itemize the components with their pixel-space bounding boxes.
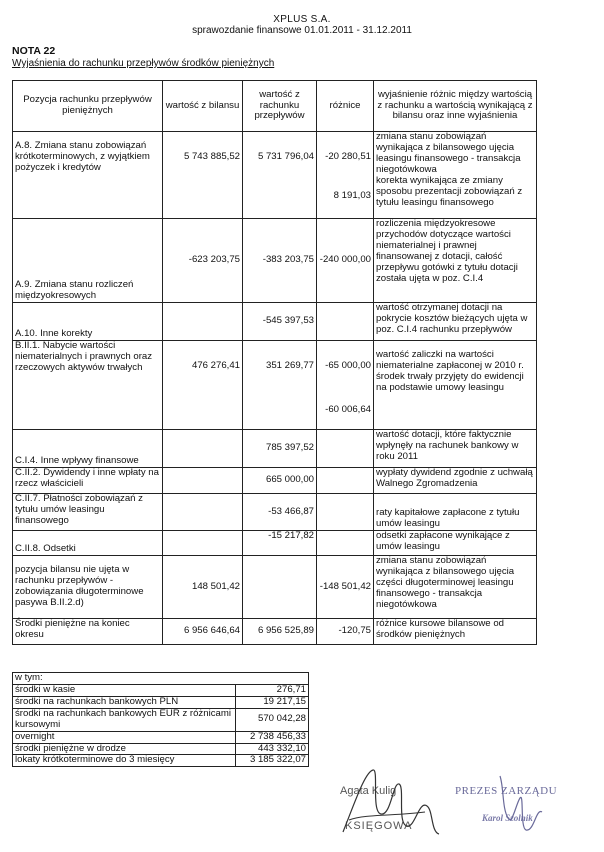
list-item (13, 755, 309, 767)
row-position: C.II.2. Dywidendy i inne wpłaty na rzecz właścicieli (13, 468, 163, 494)
table-row (13, 303, 537, 341)
table-row (13, 556, 537, 619)
row-explanation: wartość otrzymanej dotacji na pokrycie kosztów bieżących ujęta w poz. C.I.4 rachunku przepływów (374, 303, 537, 341)
row-difference: -240 000,00 (317, 219, 374, 303)
breakdown-value: 276,71 (236, 684, 309, 696)
breakdown-value: 570 042,28 (236, 708, 309, 731)
cash-flow-reconciliation-table (12, 80, 537, 645)
list-item (13, 731, 309, 743)
table-row (13, 341, 537, 430)
row-difference (317, 430, 374, 468)
header-differences: różnice (317, 81, 374, 132)
table-row (13, 468, 537, 494)
breakdown-name: lokaty krótkoterminowe do 3 miesięcy (13, 755, 236, 767)
row-cashflow-value: -15 217,82 (243, 531, 317, 556)
breakdown-value: 443 332,10 (236, 743, 309, 755)
breakdown-name: środki pieniężne w drodze (13, 743, 236, 755)
row-difference: -148 501,42 (317, 556, 374, 619)
row-cashflow-value: -53 466,87 (243, 494, 317, 531)
cash-breakdown-table (12, 672, 309, 767)
row-cashflow-value: 351 269,77 (243, 341, 317, 430)
row-cashflow-value: 6 956 525,89 (243, 619, 317, 645)
breakdown-label: w tym: (13, 673, 309, 685)
breakdown-value: 2 738 456,33 (236, 731, 309, 743)
nota-title: NOTA 22 (12, 45, 56, 57)
row-explanation: wartość dotacji, które faktycznie wpłynęły na rachunek bankowy w roku 2011 (374, 430, 537, 468)
row-explanation: odsetki zapłacone wynikające z umów leasingu (374, 531, 537, 556)
header-balance-value: wartość z bilansu (163, 81, 243, 132)
table-row (13, 219, 537, 303)
row-balance-value: 6 956 646,64 (163, 619, 243, 645)
row-cashflow-value (243, 556, 317, 619)
header-cashflow-value: wartość z rachunku przepływów (243, 81, 317, 132)
list-item (13, 708, 309, 731)
row-balance-value (163, 430, 243, 468)
row-cashflow-value: -545 397,53 (243, 303, 317, 341)
row-balance-value: -623 203,75 (163, 219, 243, 303)
row-explanation: wypłaty dywidend zgodnie z uchwałą Walnego Zgromadzenia (374, 468, 537, 494)
accountant-role: KSIĘGOWA (345, 820, 413, 832)
president-stamp-name: Karol Szolnik (482, 813, 533, 823)
company-name: XPLUS S.A. (273, 14, 331, 25)
breakdown-name: środki na rachunkach bankowych EUR z różnicami kursowymi (13, 708, 236, 731)
table-header-row (13, 81, 537, 132)
row-position: C.I.4. Inne wpływy finansowe (13, 430, 163, 468)
table-row (13, 494, 537, 531)
list-item (13, 743, 309, 755)
row-difference (317, 303, 374, 341)
row-difference: -65 000,00 -60 006,64 (317, 341, 374, 430)
row-explanation: wartość zaliczki na wartości niematerialne zapłaconej w 2010 r. środek trwały przyjęty do ewidencji na podstawie umowy leasingu (374, 341, 537, 430)
header-position: Pozycja rachunku przepływów pieniężnych (13, 81, 163, 132)
row-position: Środki pieniężne na koniec okresu (13, 619, 163, 645)
row-balance-value: 476 276,41 (163, 341, 243, 430)
row-balance-value: 148 501,42 (163, 556, 243, 619)
row-difference (317, 494, 374, 531)
row-balance-value: 5 743 885,52 (163, 132, 243, 219)
accountant-signature (335, 762, 445, 842)
breakdown-name: overnight (13, 731, 236, 743)
row-difference: -20 280,51 8 191,03 (317, 132, 374, 219)
row-explanation: zmiana stanu zobowiązań wynikająca z bilansowego ujęcia leasingu finansowego - transakcja niegotówkowa korekta wynikająca ze zmiany sposobu prezentacji zobowiązań z tytułu leasingu finansowego (374, 132, 537, 219)
row-position: A.9. Zmiana stanu rozliczeń międzyokresowych (13, 219, 163, 303)
row-explanation: różnice kursowe bilansowe od środków pieniężnych (374, 619, 537, 645)
row-difference (317, 468, 374, 494)
row-cashflow-value: 665 000,00 (243, 468, 317, 494)
table-row (13, 132, 537, 219)
president-stamp-title: PREZES ZARZĄDU (455, 785, 558, 797)
report-period: sprawozdanie finansowe 01.01.2011 - 31.12.2011 (192, 25, 412, 36)
row-explanation: rozliczenia międzyokresowe przychodów dotyczące wartości niematerialnej i prawnej finansowanej z dotacji, całość przepływu gotówki z tytułu dotacji została ujęta w poz. C.I.4 (374, 219, 537, 303)
row-explanation: zmiana stanu zobowiązań wynikająca z bilansowego ujęcia części długoterminowej leasingu finansowego - transakcja niegotówkowa (374, 556, 537, 619)
table-row (13, 531, 537, 556)
row-position: pozycja bilansu nie ujęta w rachunku przepływów - zobowiązania długoterminowe pasywa B.II.2.d) (13, 556, 163, 619)
row-position: B.II.1. Nabycie wartości niematerialnych i prawnych oraz rzeczowych aktywów trwałych (13, 341, 163, 430)
breakdown-value: 3 185 322,07 (236, 755, 309, 767)
table-row (13, 619, 537, 645)
row-cashflow-value: -383 203,75 (243, 219, 317, 303)
table-row (13, 430, 537, 468)
row-difference (317, 531, 374, 556)
nota-subtitle: Wyjaśnienia do rachunku przepływów środków pieniężnych (12, 58, 275, 69)
accountant-name: Agata Kulig (340, 785, 397, 797)
row-difference: -120,75 (317, 619, 374, 645)
row-balance-value (163, 303, 243, 341)
breakdown-value: 19 217,15 (236, 696, 309, 708)
row-balance-value (163, 531, 243, 556)
row-balance-value (163, 468, 243, 494)
president-signature (490, 768, 550, 838)
header-explanation: wyjaśnienie różnic między wartością z rachunku a wartością wynikającą z bilansu oraz inne wyjaśnienia (374, 81, 537, 132)
breakdown-label-row (13, 673, 309, 685)
row-cashflow-value: 785 397,52 (243, 430, 317, 468)
list-item (13, 696, 309, 708)
row-position: A.10. Inne korekty (13, 303, 163, 341)
row-position: C.II.8. Odsetki (13, 531, 163, 556)
row-balance-value (163, 494, 243, 531)
list-item (13, 684, 309, 696)
row-explanation: raty kapitałowe zapłacone z tytułu umów leasingu (374, 494, 537, 531)
row-position: C.II.7. Płatności zobowiązań z tytułu umów leasingu finansowego (13, 494, 163, 531)
row-cashflow-value: 5 731 796,04 (243, 132, 317, 219)
row-position: A.8. Zmiana stanu zobowiązań krótkoterminowych, z wyjątkiem pożyczek i kredytów (13, 132, 163, 219)
breakdown-name: środki na rachunkach bankowych PLN (13, 696, 236, 708)
breakdown-name: środki w kasie (13, 684, 236, 696)
